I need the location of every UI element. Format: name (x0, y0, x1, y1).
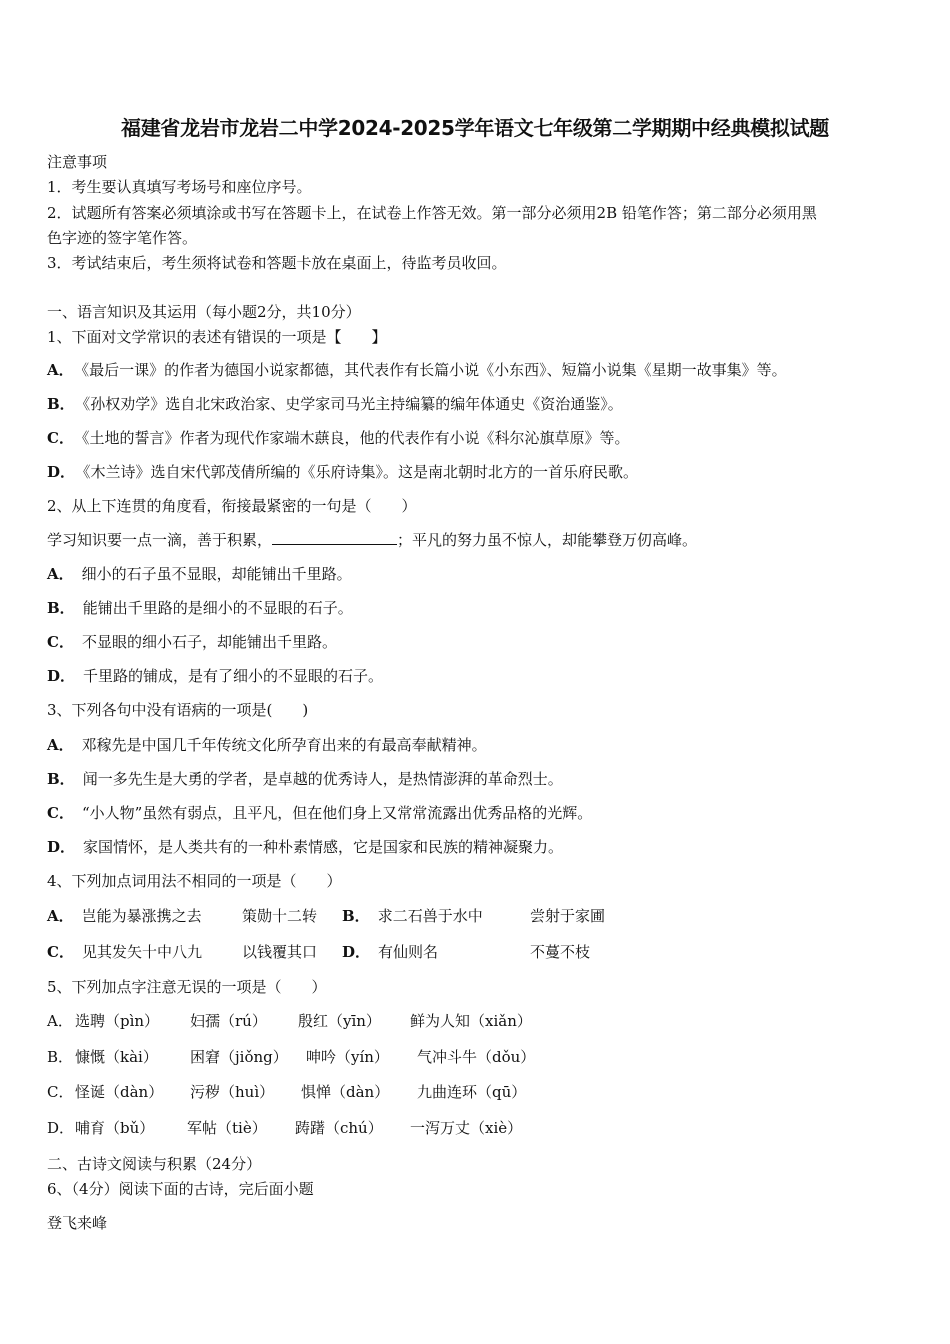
option-row (47, 837, 563, 857)
option-phrase: 求二石兽于水中 (377, 907, 483, 925)
pinyin-word: 怪诞（dàn） (75, 1083, 164, 1101)
option-letter: D． (47, 1119, 75, 1137)
option-letter: D． (342, 943, 371, 961)
notice-heading: 注意事项 (47, 153, 108, 171)
pinyin-word: 哺育（bǔ） (75, 1119, 155, 1137)
option-phrase: 以钱覆其口 (242, 943, 318, 961)
option-text: 家国情怀，是人类共有的一种朴素情感，它是国家和民族的精神凝聚力。 (83, 838, 564, 856)
option-letter: C． (47, 804, 74, 822)
option-c (47, 942, 202, 962)
option-row (47, 564, 352, 584)
pinyin-word: 选聘（pìn） (75, 1012, 160, 1030)
poem-title: 登飞来峰 (47, 1214, 108, 1232)
option-text: 不显眼的细小石子，却能铺出千里路。 (81, 633, 337, 651)
sentence-before: 学习知识要一点一滴，善于积累， (47, 531, 273, 549)
option-a (47, 906, 202, 926)
option-letter: A． (47, 361, 74, 379)
option-letter: B． (47, 395, 75, 413)
option-text: “小人物”虽然有弱点，且平凡，但在他们身上又常常流露出优秀品格的光辉。 (81, 804, 593, 822)
option-phrase: 不蔓不枝 (530, 943, 591, 961)
option-text: 《最后一课》的作者为德国小说家都德，其代表作有长篇小说《小东西》、短篇小说集《星期一故事集》等。 (81, 361, 787, 379)
pinyin-word: 污秽（huì） (190, 1083, 275, 1101)
option-row (47, 598, 353, 618)
pinyin-word: 九曲连环（qū） (417, 1083, 527, 1101)
page-title: 福建省龙岩市龙岩二中学2024-2025学年语文七年级第二学期期中经典模拟试题 (121, 116, 829, 140)
question-stem: 4、下列加点词用法不相同的一项是（ ） (47, 872, 342, 890)
option-letter: C． (47, 1083, 74, 1101)
option-letter: A． (47, 736, 74, 754)
pinyin-word: 踌躇（chú） (295, 1119, 383, 1137)
option-b (342, 906, 483, 926)
option-letter: B． (47, 599, 75, 617)
option-row (47, 462, 638, 482)
pinyin-word: 呻吟（yín） (306, 1048, 389, 1066)
pinyin-word: 妇孺（rú） (190, 1012, 267, 1030)
option-phrase: 策勋十二转 (242, 907, 318, 925)
option-d (342, 942, 438, 962)
notice-item: 2．试题所有答案必须填涂或书写在答题卡上，在试卷上作答无效。第一部分必须用2B 铅笔作答；第二部分必须用黑 (47, 204, 817, 222)
option-text: 千里路的铺成，是有了细小的不显眼的石子。 (83, 667, 384, 685)
question-stem: 5、下列加点字注意无误的一项是（ ） (47, 978, 327, 996)
option-phrase: 见其发矢十中八九 (81, 943, 202, 961)
fill-sentence (47, 530, 697, 550)
option-letter: D． (47, 667, 76, 685)
option-letter: B． (47, 1048, 74, 1066)
sentence-after: ；平凡的努力虽不惊人，却能攀登万仞高峰。 (397, 531, 698, 549)
question-stem: 2、从上下连贯的角度看，衔接最紧密的一句是（ ） (47, 497, 417, 515)
option-row (47, 803, 592, 823)
option-row (47, 360, 787, 380)
option-text: 《孙权劝学》选自北宋政治家、史学家司马光主持编纂的编年体通史《资治通鉴》。 (82, 395, 623, 413)
option-row (47, 666, 383, 686)
option-text: 《土地的誓言》作者为现代作家端木蕻良，他的代表作有小说《科尔沁旗草原》等。 (81, 429, 630, 447)
section-heading: 二、古诗文阅读与积累（24分） (47, 1155, 262, 1173)
pinyin-word: 困窘（jiǒng） (190, 1048, 288, 1066)
option-row (47, 632, 337, 652)
answer-blank (272, 530, 397, 545)
option-text: 能铺出千里路的是细小的不显眼的石子。 (82, 599, 353, 617)
option-row (47, 735, 487, 755)
option-phrase: 有仙则名 (378, 943, 439, 961)
pinyin-word: 鲜为人知（xiǎn） (410, 1012, 532, 1030)
option-phrase: 岂能为暴涨携之去 (81, 907, 202, 925)
pinyin-word: 气冲斗牛（dǒu） (417, 1048, 536, 1066)
option-text: 邓稼先是中国几千年传统文化所孕育出来的有最高奉献精神。 (81, 736, 487, 754)
option-letter: A． (47, 1012, 73, 1030)
pinyin-word: 殷红（yīn） (298, 1012, 381, 1030)
option-letter: D． (47, 463, 76, 481)
option-letter: B． (47, 770, 75, 788)
option-letter: B． (342, 907, 370, 925)
option-letter: C． (47, 429, 74, 447)
option-letter: D． (47, 838, 76, 856)
notice-item: 1．考生要认真填写考场号和座位序号。 (47, 178, 312, 196)
notice-item: 色字迹的签字笔作答。 (47, 229, 198, 247)
question-stem: 1、下面对文学常识的表述有错误的一项是【 】 (47, 328, 387, 346)
option-text: 《木兰诗》选自宋代郭茂倩所编的《乐府诗集》。这是南北朝时北方的一首乐府民歌。 (83, 463, 639, 481)
option-letter: A． (47, 907, 74, 925)
question-stem: 6、（4分）阅读下面的古诗，完后面小题 (47, 1180, 314, 1198)
notice-item: 3．考试结束后，考生须将试卷和答题卡放在桌面上，待监考员收回。 (47, 254, 507, 272)
pinyin-word: 军帖（tiè） (187, 1119, 267, 1137)
option-letter: A． (47, 565, 74, 583)
option-text: 闻一多先生是大勇的学者，是卓越的优秀诗人，是热情澎湃的革命烈士。 (82, 770, 563, 788)
option-letter: C． (47, 633, 74, 651)
question-stem: 3、下列各句中没有语病的一项是( ) (47, 701, 309, 719)
option-row (47, 428, 629, 448)
pinyin-word: 一泻万丈（xiè） (410, 1119, 523, 1137)
pinyin-word: 惧惮（dàn） (301, 1083, 390, 1101)
section-heading: 一、语言知识及其运用（每小题2分，共10分） (47, 303, 361, 321)
option-letter: C． (47, 943, 74, 961)
pinyin-word: 慷慨（kài） (75, 1048, 158, 1066)
option-phrase: 尝射于家圃 (530, 907, 606, 925)
option-row (47, 394, 623, 414)
option-row (47, 769, 563, 789)
option-text: 细小的石子虽不显眼，却能铺出千里路。 (81, 565, 352, 583)
